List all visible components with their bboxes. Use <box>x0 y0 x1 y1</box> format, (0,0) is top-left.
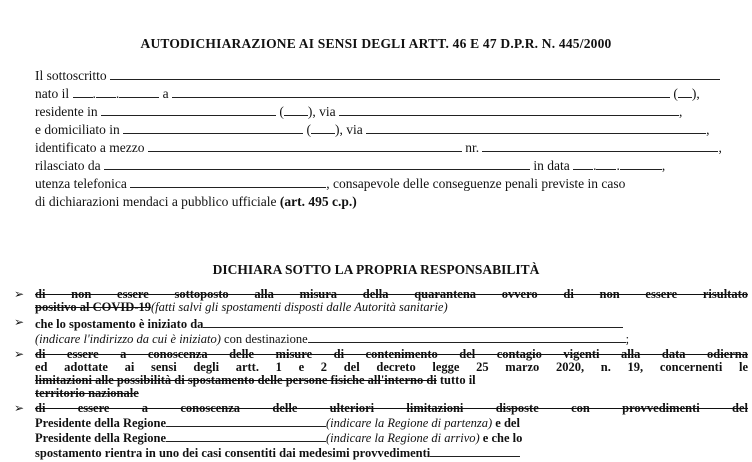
blank-nome[interactable] <box>110 68 720 80</box>
row-identificato: identificato a mezzo nr. , <box>35 140 722 155</box>
item-note: (indicare l'indirizzo da cui è iniziato) <box>35 332 221 346</box>
row-residente: residente in ( ), via , <box>35 104 683 119</box>
row-sottoscritto <box>35 68 747 84</box>
label-nato: nato il <box>35 86 70 101</box>
item-text: e che lo <box>482 431 523 445</box>
item-text: Presidente della Regione <box>35 431 166 445</box>
item-text: e del <box>495 416 520 430</box>
label-identificato: identificato a mezzo <box>35 140 145 155</box>
blank-regione-partenza[interactable] <box>166 415 326 427</box>
blank-prov-nascita[interactable] <box>678 86 692 98</box>
section-heading: DICHIARA SOTTO LA PROPRIA RESPONSABILITÀ <box>212 262 540 277</box>
item-text: ed adottate ai sensi degli artt. 1 e 2 del decreto legge 25 marzo 2020, n. 19, concernenti le <box>35 360 748 374</box>
blank-anno[interactable] <box>119 86 159 98</box>
blank-via-residenza[interactable] <box>339 104 679 116</box>
item-text: di non essere sottoposto alla misura della quarantena ovvero di non essere risultato <box>35 287 748 301</box>
list-item <box>14 288 748 314</box>
label-utenza: utenza telefonica <box>35 176 127 191</box>
item-note: (indicare la Regione di partenza) <box>326 416 493 430</box>
label-domiciliato: e domiciliato in <box>35 122 120 137</box>
label-rilasciato: rilasciato da <box>35 158 101 173</box>
blank-telefono[interactable] <box>130 176 326 188</box>
document-title: AUTODICHIARAZIONE AI SENSI DEGLI ARTT. 46 E 47 D.P.R. N. 445/2000 <box>140 36 612 51</box>
blank-regione-arrivo[interactable] <box>166 430 326 442</box>
label-residente: residente in <box>35 104 98 119</box>
item-text: di essere a conoscenza delle misure di contenimento del contagio vigenti alla data odierna <box>35 347 748 361</box>
blank-domicilio[interactable] <box>123 122 303 134</box>
arrow-bullet-icon: ➢ <box>14 347 25 361</box>
row-rilasciato: rilasciato da in data . . , <box>35 158 666 173</box>
blank-destinazione[interactable] <box>308 331 626 343</box>
blank-indirizzo-partenza[interactable] <box>203 316 623 328</box>
row-nato: nato il . . a ( ), <box>35 86 700 101</box>
label-a: a <box>162 86 169 101</box>
arrow-bullet-icon: ➢ <box>14 287 25 301</box>
blank-luogo-nascita[interactable] <box>172 86 670 98</box>
blank-rilasciato[interactable] <box>104 158 530 170</box>
blank-via-domicilio[interactable] <box>366 122 706 134</box>
blank-prov-residenza[interactable] <box>284 104 308 116</box>
blank-prov-domicilio[interactable] <box>311 122 335 134</box>
blank-giorno[interactable] <box>73 86 93 98</box>
row-utenza <box>35 176 747 192</box>
arrow-bullet-icon: ➢ <box>14 401 25 415</box>
label-dichiarazioni: di dichiarazioni mendaci a pubblico ufficiale <box>35 194 277 209</box>
item-text: che lo spostamento è iniziato da <box>35 317 204 331</box>
list-item: ➢ che lo spostamento è iniziato da (indicare l'indirizzo da cui è iniziato) con destinazione ; <box>14 315 630 346</box>
row-domiciliato: e domiciliato in ( ), via , <box>35 122 710 137</box>
blank-rilascio-anno[interactable] <box>620 158 662 170</box>
label-consapevole: , consapevole delle conseguenze penali previste in caso <box>326 176 626 191</box>
item-note: (fatti salvi gli spostamenti disposti dalle Autorità sanitarie) <box>150 300 448 314</box>
item-text: con destinazione <box>224 332 308 346</box>
blank-numero-documento[interactable] <box>482 140 718 152</box>
item-text: positivo al COVID-19 <box>35 300 151 314</box>
label-art: (art. 495 c.p.) <box>279 194 357 209</box>
paren-open: ( <box>306 122 311 137</box>
blank-rilascio-mese[interactable] <box>596 158 616 170</box>
paren-open: ( <box>673 86 678 101</box>
list-item <box>14 348 748 400</box>
blank-mese[interactable] <box>96 86 116 98</box>
row-dichiarazioni <box>35 194 747 210</box>
blank-provvedimenti[interactable] <box>430 445 520 457</box>
paren-close: ), <box>691 86 700 101</box>
label-via: ), via <box>334 122 363 137</box>
label-nr: nr. <box>465 140 480 155</box>
item-text: Presidente della Regione <box>35 416 166 430</box>
item-text: tutto il <box>439 373 476 387</box>
item-note: (indicare la Regione di arrivo) <box>326 431 480 445</box>
label-via: ), via <box>307 104 336 119</box>
paren-open: ( <box>279 104 284 119</box>
label-sottoscritto: Il sottoscritto <box>35 68 107 83</box>
blank-rilascio-giorno[interactable] <box>573 158 593 170</box>
declaration-list <box>14 288 748 462</box>
blank-residenza[interactable] <box>101 104 276 116</box>
item-text: di essere a conoscenza delle ulteriori limitazioni disposte con provvedimenti del <box>35 401 748 415</box>
item-text: limitazioni alle possibilità di spostamento delle persone fisiche all'interno di <box>35 373 437 387</box>
item-text: spostamento rientra in uno dei casi consentiti dai medesimi provvedimenti <box>35 446 431 460</box>
item-text: territorio nazionale <box>35 386 139 400</box>
blank-documento[interactable] <box>148 140 462 152</box>
label-in-data: in data <box>533 158 570 173</box>
list-item <box>14 402 748 460</box>
arrow-bullet-icon: ➢ <box>14 315 25 329</box>
